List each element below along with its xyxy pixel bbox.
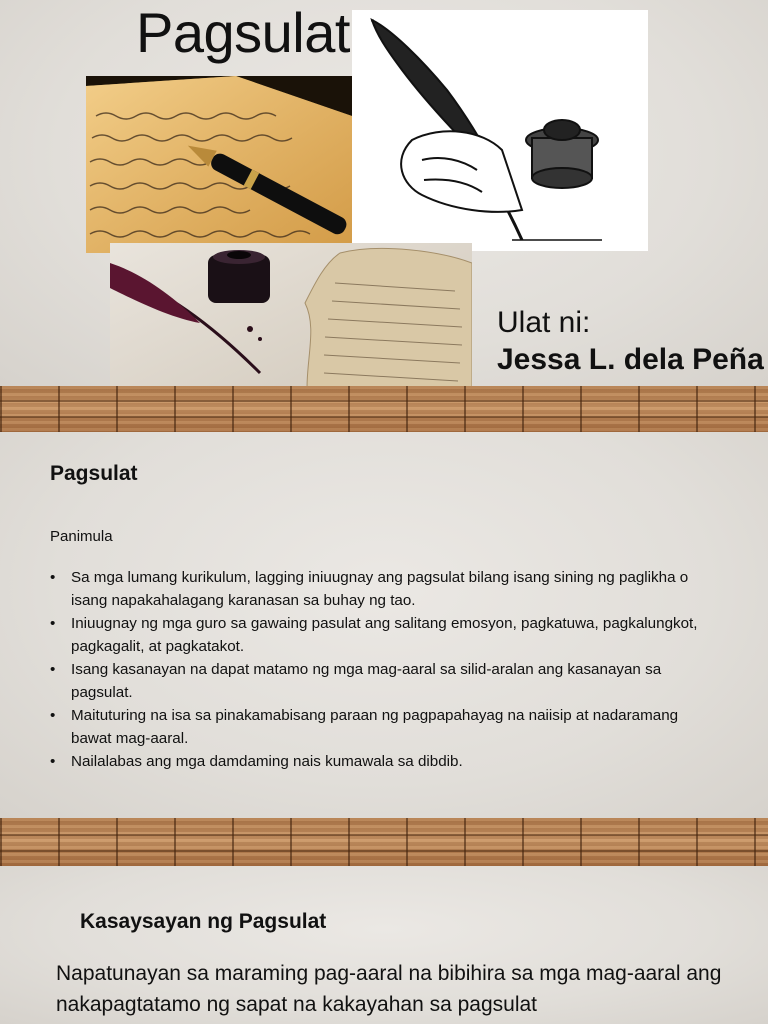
bullet-icon: • xyxy=(50,707,56,724)
bullet-text: Iniuugnay ng mga guro sa gawaing pasulat ang salitang emosyon, pagkatuwa, pagkalungkot, pagkagalit, at pagkatakot. xyxy=(71,615,698,655)
bullet-text: Maituturing na isa sa pinakamabisang paraan ng pagpapahayag na naiisip at nadaramang bawat mag-aaral. xyxy=(71,707,679,747)
slide-heading: Kasaysayan ng Pagsulat xyxy=(80,910,327,933)
bullet-list xyxy=(50,566,710,773)
title-slide xyxy=(0,0,768,386)
byline-label: Ulat ni: xyxy=(497,306,591,339)
content-slide xyxy=(0,432,768,818)
slide-heading: Pagsulat xyxy=(50,462,138,485)
bullet-text: Isang kasanayan na dapat matamo ng mga mag-aaral sa silid-aralan ang kasanayan sa pagsulat. xyxy=(71,661,662,701)
list-item xyxy=(50,612,710,658)
byline-name: Jessa L. dela Peña xyxy=(497,343,764,376)
list-item xyxy=(50,566,710,612)
letter-pen-image xyxy=(86,76,352,253)
slide-paragraph: Napatunayan sa maraming pag-aaral na bibihira sa mga mag-aaral ang nakapagtatamo ng sapat na kakayahan sa pagsulat xyxy=(56,962,722,1016)
list-item xyxy=(50,704,710,750)
bullet-icon: • xyxy=(50,615,56,632)
bullet-text: Sa mga lumang kurikulum, lagging iniuugnay ang pagsulat bilang isang sining ng paglikha o isang napakahalagang karanasan sa buhay ng tao. xyxy=(71,569,689,609)
bullet-text: Nailalabas ang mga damdaming nais kumawala sa dibdib. xyxy=(71,753,463,770)
wood-floor-divider xyxy=(0,818,768,866)
slide-title: Pagsulat xyxy=(136,1,350,64)
list-item xyxy=(50,658,710,704)
bullet-icon: • xyxy=(50,569,56,586)
quill-sketch-image xyxy=(352,10,648,251)
history-slide xyxy=(0,866,768,1024)
list-item xyxy=(50,750,710,773)
bullet-icon: • xyxy=(50,753,56,770)
intro-label: Panimula xyxy=(50,528,113,545)
quill-parchment-image xyxy=(110,243,472,386)
wood-floor-divider xyxy=(0,386,768,432)
bullet-icon: • xyxy=(50,661,56,678)
